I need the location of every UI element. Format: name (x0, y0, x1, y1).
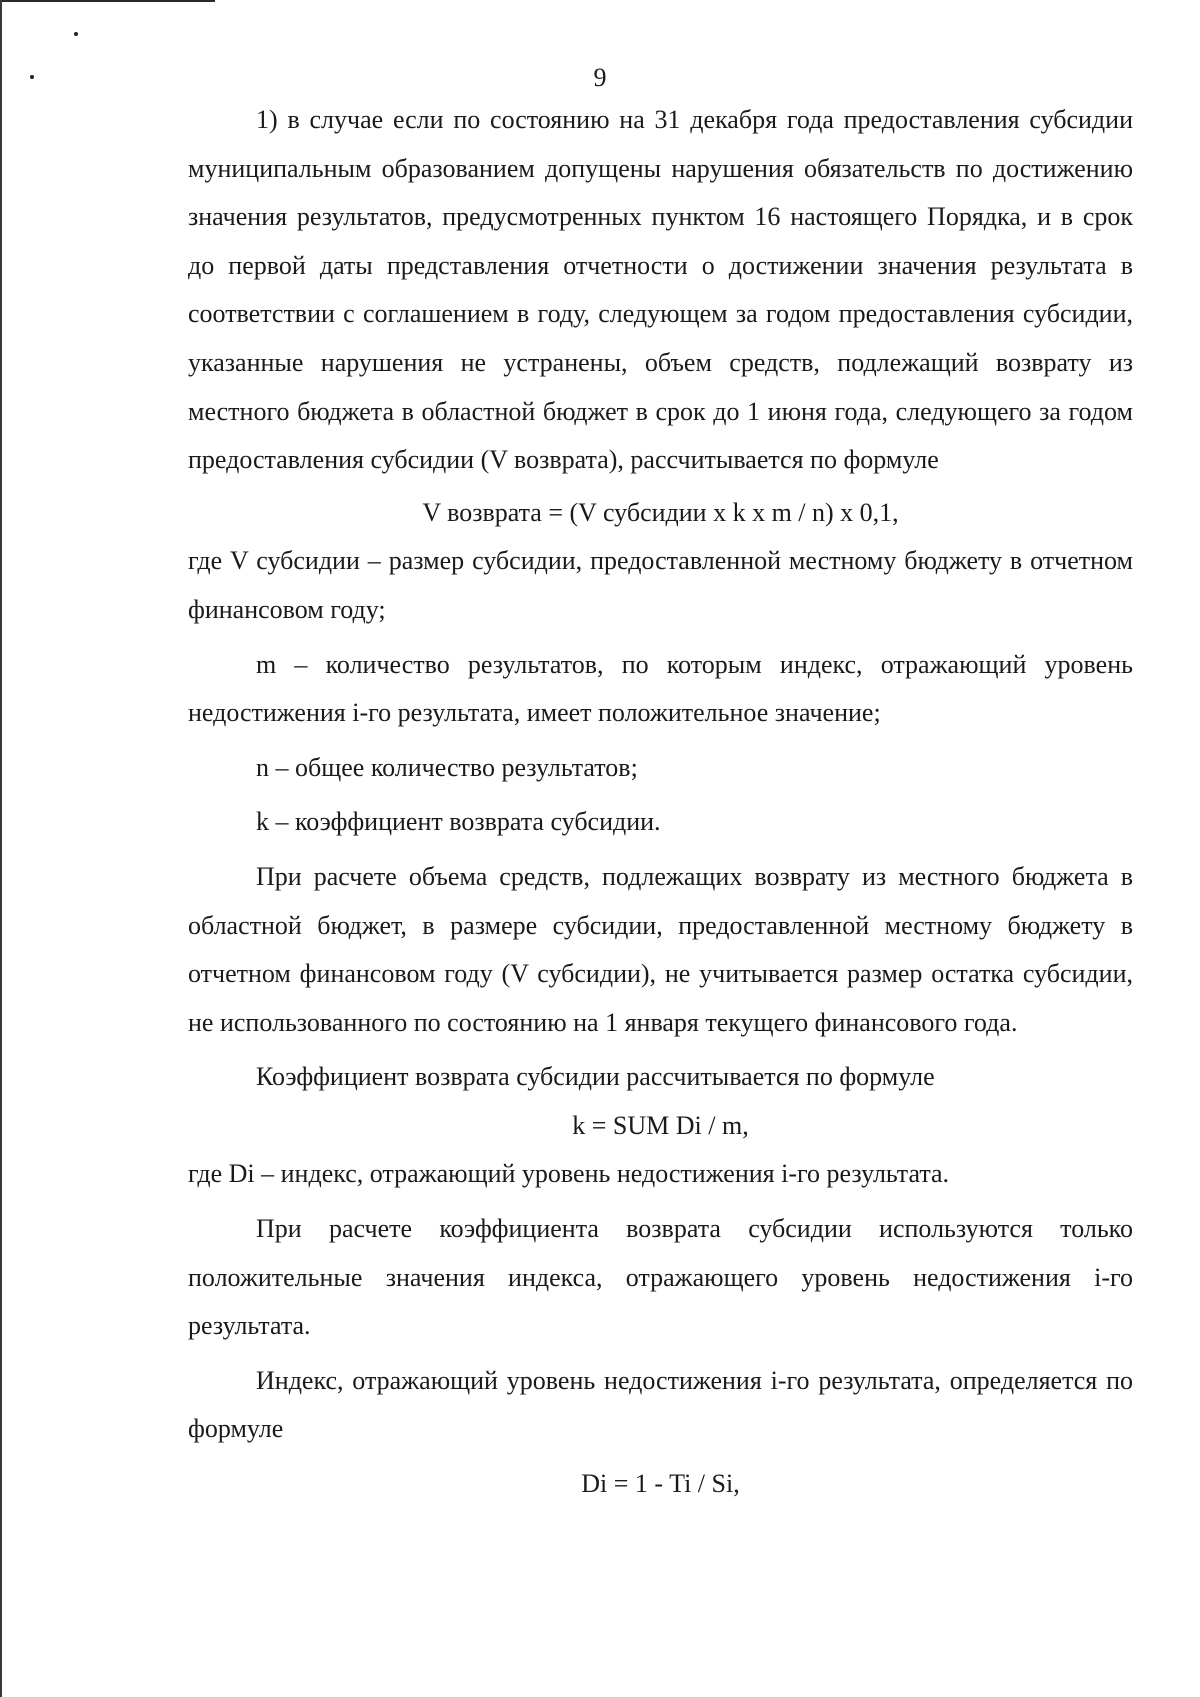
page-number: 9 (593, 63, 607, 92)
paragraph-n-definition: n – общее количество результатов; (256, 752, 638, 782)
paragraph-k-definition: k – коэффициент возврата субсидии. (256, 807, 661, 837)
scan-edge-top (0, 0, 215, 2)
scan-speck (74, 32, 78, 36)
paragraph-remainder-note: При расчете объема средств, подлежащих возврату из местного бюджета в областной бюджет, в размере субсидии, предоставленной местному бюджету в отчетном финансовом году (V субсидии), не учитывается размер остатка субсидии, не использованного по состоянию на 1 января текущего финансового года. (188, 861, 1133, 1037)
formula-di: Di = 1 - Ti / Si, (581, 1469, 740, 1499)
paragraph-k-formula-intro: Коэффициент возврата субсидии рассчитывается по формуле (256, 1062, 935, 1092)
formula-v-return: V возврата = (V субсидии x k x m / n) x 0,1, (422, 497, 899, 527)
paragraph-index-formula-intro: Индекс, отражающий уровень недостижения i-го результата, определяется по формуле (188, 1365, 1133, 1444)
document-body (188, 96, 1133, 1509)
paragraph-m-definition: m – количество результатов, по которым индекс, отражающий уровень недостижения i-го результата, имеет положительное значение; (188, 649, 1133, 728)
scan-edge-left (0, 0, 2, 1697)
paragraph-v-subsidy-definition: где V субсидии – размер субсидии, предоставленной местному бюджету в отчетном финансовом году; (188, 546, 1133, 624)
paragraph-di-definition: где Di – индекс, отражающий уровень недостижения i-го результата. (188, 1159, 950, 1189)
paragraph-positive-values-note: При расчете коэффициента возврата субсидии используются только положительные значения индекса, отражающего уровень недостижения i-го результата. (188, 1214, 1133, 1341)
formula-k: k = SUM Di / m, (572, 1110, 749, 1140)
paragraph-return-condition: 1) в случае если по состоянию на 31 декабря года предоставления субсидии муниципальным образованием допущены нарушения обязательств по достижению значения результатов, предусмотренных пунктом 16 настоящего Порядка, и в срок до первой даты представления отчетности о достижении значения результата в соответствии с соглашением в году, следующем за годом предоставления субсидии, указанные нарушения не устранены, объем средств, подлежащий возврату из местного бюджета в областной бюджет в срок до 1 июня года, следующего за годом предоставления субсидии (V возврата), рассчитывается по формуле (188, 105, 1133, 475)
